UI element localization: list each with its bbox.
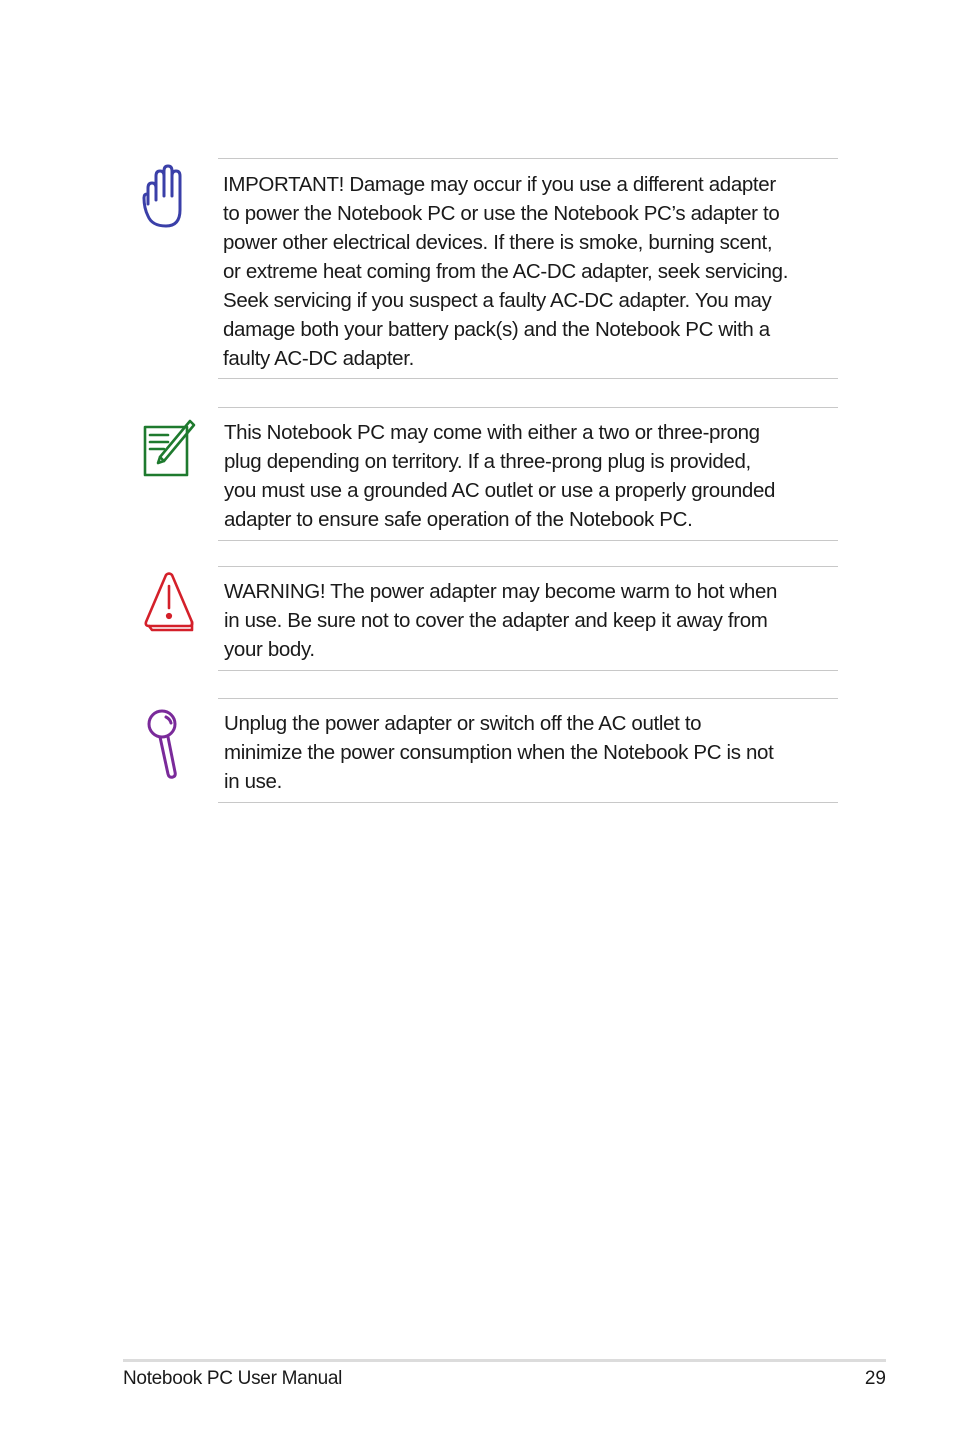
warning-notice-text: WARNING! The power adapter may become warm to hot when in use. Be sure not to cover the adapter and keep it away from your body. xyxy=(224,580,778,661)
footer-divider xyxy=(123,1359,886,1362)
important-notice xyxy=(0,158,954,379)
tip-notice xyxy=(0,698,954,803)
tip-notice-text: Unplug the power adapter or switch off the AC outlet to minimize the power consumption when the Notebook PC is not in use. xyxy=(224,712,774,793)
page-number: 29 xyxy=(864,1368,886,1389)
note-notice-text: This Notebook PC may come with either a two or three-prong plug depending on territory. If a three-prong plug is provided, you must use a grounded AC outlet or use a properly grounded adapter to ensure safe operation of the Notebook PC. xyxy=(224,421,776,531)
notice-bottom-divider xyxy=(218,670,838,671)
important-notice-text: IMPORTANT! Damage may occur if you use a different adapter to power the Notebook PC or use the Notebook PC’s adapter to power other electrical devices. If there is smoke, burning scent, or extreme heat coming from the AC-DC adapter, seek servicing. Seek servicing if you suspect a faulty AC-DC adapter. You may damage both your battery pack(s) and the Notebook PC with a faulty AC-DC adapter. xyxy=(223,173,789,370)
notice-top-divider xyxy=(218,698,838,699)
notice-top-divider xyxy=(218,566,838,567)
raised-hand-icon xyxy=(138,164,190,237)
notice-bottom-divider xyxy=(218,378,838,379)
magnifier-icon xyxy=(144,708,184,785)
notice-bottom-divider xyxy=(218,802,838,803)
warning-notice xyxy=(0,566,954,671)
note-notice xyxy=(0,407,954,541)
notice-top-divider xyxy=(218,158,838,159)
notice-top-divider xyxy=(218,407,838,408)
notice-bottom-divider xyxy=(218,540,838,541)
footer-manual-title: Notebook PC User Manual xyxy=(123,1368,343,1389)
note-pen-icon xyxy=(140,419,196,484)
warning-triangle-icon xyxy=(142,572,196,637)
